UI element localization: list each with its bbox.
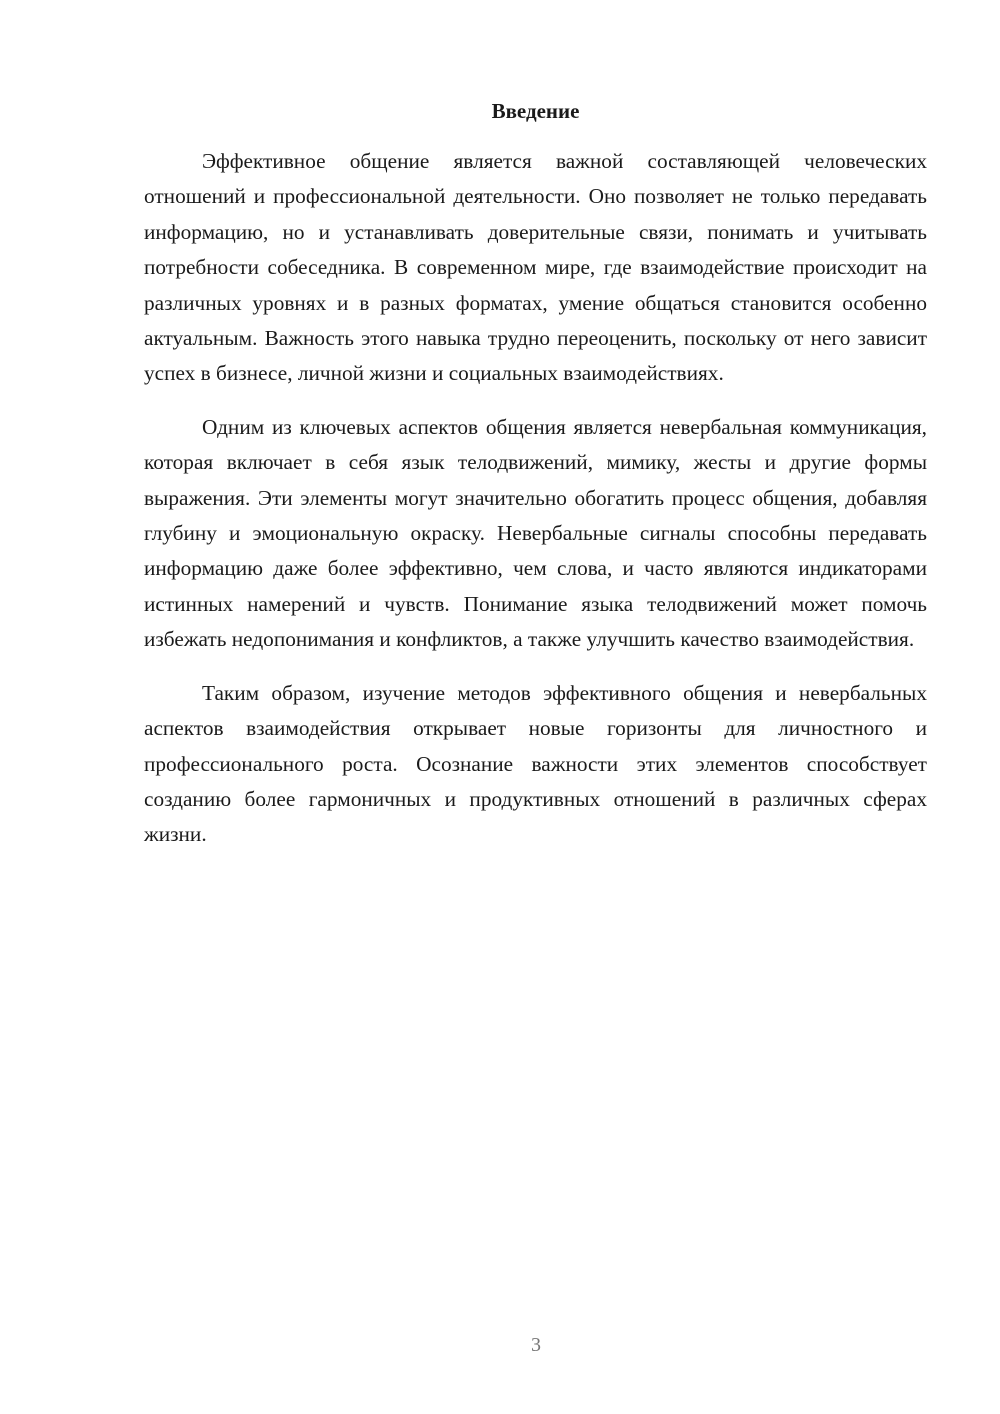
paragraph-1: Эффективное общение является важной составляющей человеческих отношений и профессиональной деятельности. Оно позволяет не только передавать информацию, но и устанавливать доверительные связи, понимать и учитывать потребности собеседника. В современном мире, где взаимодействие происходит на различных уровнях и в разных форматах, умение общаться становится особенно актуальным. Важность этого навыка трудно переоценить, поскольку от него зависит успех в бизнесе, личной жизни и социальных взаимодействиях. xyxy=(144,149,927,386)
paragraph-3: Таким образом, изучение методов эффективного общения и невербальных аспектов взаимодействия открывает новые горизонты для личностного и профессионального роста. Осознание важности этих элементов способствует созданию более гармоничных и продуктивных отношений в различных сферах жизни. xyxy=(144,680,927,847)
paragraph-2: Одним из ключевых аспектов общения является невербальная коммуникация, которая включает в себя язык телодвижений, мимику, жесты и другие формы выражения. Эти элементы могут значительно обогатить процесс общения, добавляя глубину и эмоциональную окраску. Невербальные сигналы способны передавать информацию даже более эффективно, чем слова, и часто являются индикаторами истинных намерений и чувств. Понимание языка телодвижений может помочь избежать недопонимания и конфликтов, а также улучшить качество взаимодействия. xyxy=(144,414,927,652)
page-number: 3 xyxy=(531,1334,541,1356)
section-heading: Введение xyxy=(491,99,580,123)
document-body xyxy=(144,96,927,871)
